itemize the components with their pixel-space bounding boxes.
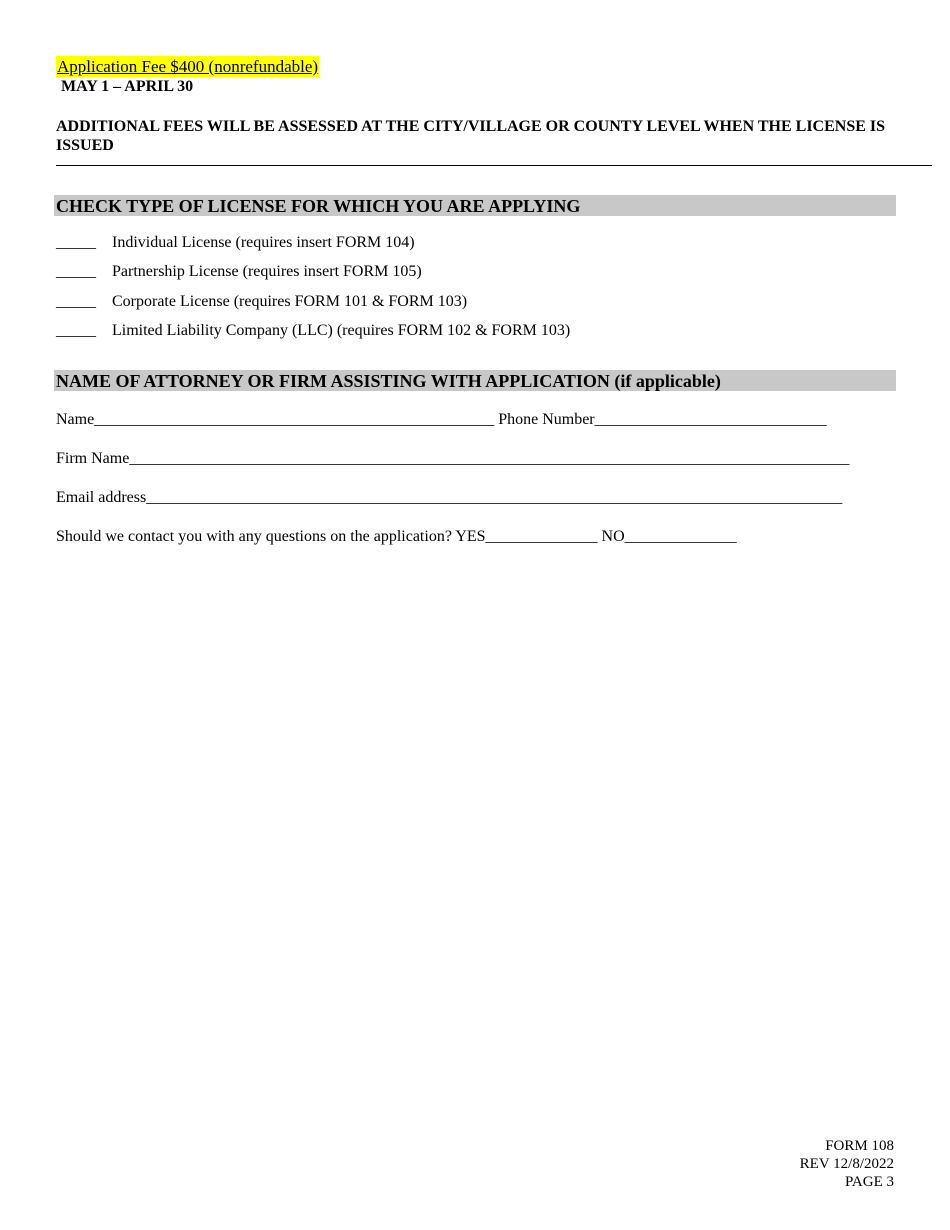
- llc-license-label: Limited Liability Company (LLC) (requires FORM 102 & FORM 103): [112, 322, 571, 339]
- llc-license-check-blank[interactable]: _____: [56, 322, 96, 339]
- firm-name-field[interactable]: Firm Name__________________________________________________________________________________________: [56, 450, 850, 467]
- corporate-license-label: Corporate License (requires FORM 101 & FORM 103): [112, 293, 468, 310]
- partnership-license-check-blank[interactable]: _____: [56, 263, 96, 280]
- attorney-section-title: NAME OF ATTORNEY OR FIRM ASSISTING WITH APPLICATION (if applicable): [54, 370, 896, 391]
- form-number: FORM 108: [825, 1138, 894, 1154]
- email-address-field[interactable]: Email address_______________________________________________________________________________________: [56, 489, 843, 506]
- revision-date: REV 12/8/2022: [799, 1156, 894, 1172]
- corporate-license-check-blank[interactable]: _____: [56, 293, 96, 310]
- individual-license-label: Individual License (requires insert FORM 104): [112, 234, 415, 251]
- application-fee: Application Fee $400 (nonrefundable): [57, 57, 319, 76]
- attorney-name-phone-field[interactable]: Name__________________________________________________ Phone Number_____________________________: [56, 411, 827, 428]
- page-number: PAGE 3: [844, 1174, 894, 1190]
- contact-preference-field[interactable]: Should we contact you with any questions on the application? YES______________ NO______________: [56, 528, 737, 545]
- individual-license-check-blank[interactable]: _____: [56, 234, 96, 251]
- license-type-section-title: CHECK TYPE OF LICENSE FOR WHICH YOU ARE APPLYING: [54, 195, 896, 216]
- license-period: MAY 1 – APRIL 30: [61, 78, 194, 95]
- form-footer: [800, 1137, 894, 1191]
- header-divider: [56, 165, 932, 166]
- additional-fees-notice: ADDITIONAL FEES WILL BE ASSESSED AT THE CITY/VILLAGE OR COUNTY LEVEL WHEN THE LICENSE IS ISSUED: [56, 118, 886, 154]
- partnership-license-label: Partnership License (requires insert FORM 105): [112, 263, 422, 280]
